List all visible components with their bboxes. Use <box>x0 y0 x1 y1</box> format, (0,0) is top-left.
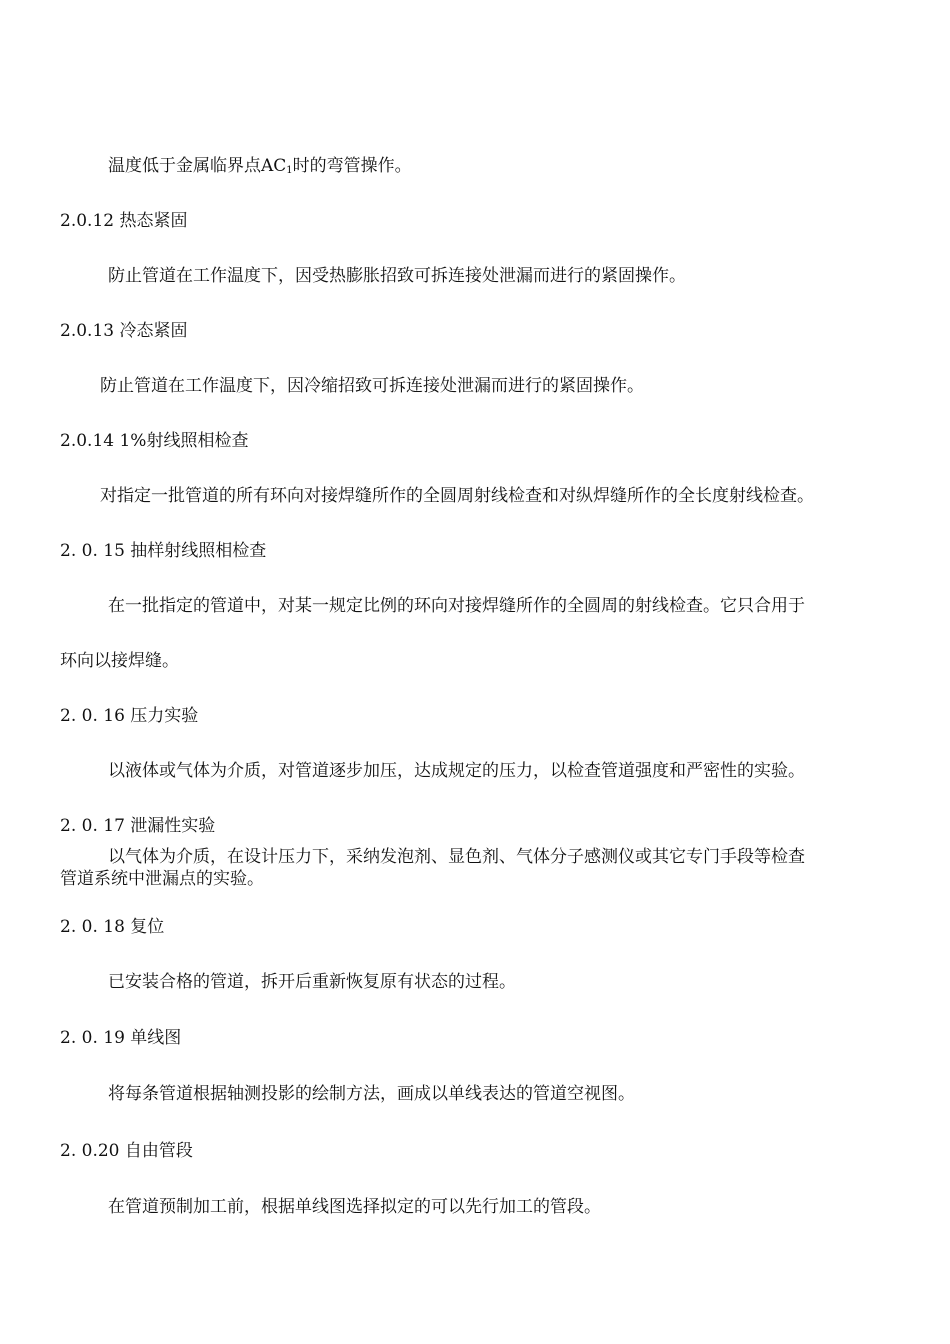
paragraph-2-0-16: 以液体或气体为介质，对管道逐步加压，达成规定的压力，以检查管道强度和严密性的实验。 <box>108 761 805 781</box>
paragraph-2-0-13: 防止管道在工作温度下，因冷缩招致可拆连接处泄漏而进行的紧固操作。 <box>100 376 644 396</box>
text-segment: 温度低于金属临界点AC <box>108 156 287 176</box>
subscript: 1 <box>286 165 293 176</box>
paragraph-2-0-12: 防止管道在工作温度下，因受热膨胀招致可拆连接处泄漏而进行的紧固操作。 <box>108 266 686 286</box>
paragraph-2-0-14: 对指定一批管道的所有环向对接焊缝所作的全圆周射线检查和对纵焊缝所作的全长度射线检查。 <box>100 486 814 506</box>
section-heading-2-0-16: 2. 0. 16 压力实验 <box>60 706 199 726</box>
section-heading-2-0-18: 2. 0. 18 复位 <box>60 917 165 937</box>
section-heading-2-0-13: 2.0.13 冷态紧固 <box>60 321 188 341</box>
section-heading-2-0-14: 2.0.14 1%射线照相检查 <box>60 431 249 451</box>
section-heading-2-0-19: 2. 0. 19 单线图 <box>60 1028 182 1048</box>
paragraph-2-0-19: 将每条管道根据轴测投影的绘制方法，画成以单线表达的管道空视图。 <box>108 1084 635 1104</box>
paragraph-2-0-15-line1: 在一批指定的管道中，对某一规定比例的环向对接焊缝所作的全圆周的射线检查。它只合用于 <box>108 596 805 616</box>
paragraph-2-0-17-line2: 管道系统中泄漏点的实验。 <box>60 869 264 889</box>
paragraph-2-0-15-line2: 环向以接焊缝。 <box>60 651 179 671</box>
section-heading-2-0-12: 2.0.12 热态紧固 <box>60 211 188 231</box>
section-heading-2-0-17: 2. 0. 17 泄漏性实验 <box>60 816 216 836</box>
paragraph-2-0-20: 在管道预制加工前，根据单线图选择拟定的可以先行加工的管段。 <box>108 1197 601 1217</box>
text-segment: 时的弯管操作。 <box>292 156 412 176</box>
section-heading-2-0-15: 2. 0. 15 抽样射线照相检查 <box>60 541 267 561</box>
paragraph-bending-continued <box>108 155 412 182</box>
section-heading-2-0-20: 2. 0.20 自由管段 <box>60 1141 193 1161</box>
paragraph-2-0-17-line1: 以气体为介质，在设计压力下，采纳发泡剂、显色剂、气体分子感测仪或其它专门手段等检查 <box>108 847 805 867</box>
paragraph-2-0-18: 已安装合格的管道，拆开后重新恢复原有状态的过程。 <box>108 972 516 992</box>
